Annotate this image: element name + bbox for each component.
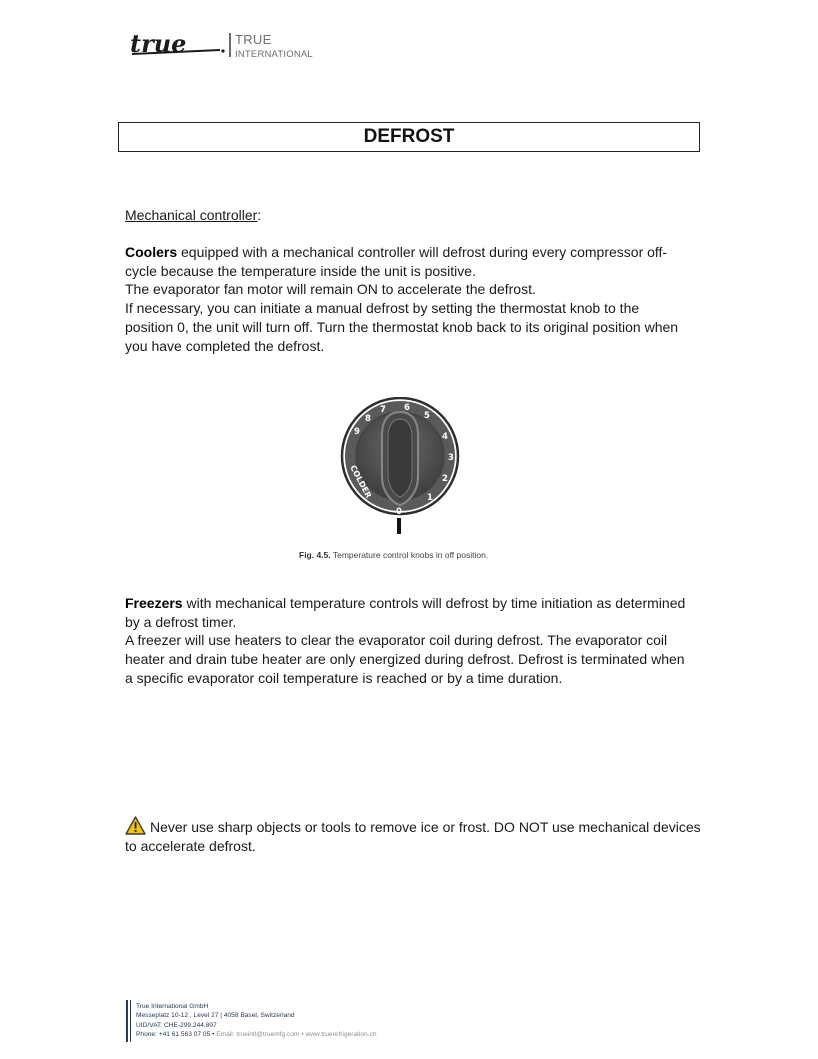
knob-mark-8: 8 (365, 414, 371, 424)
brand-divider (229, 33, 231, 57)
coolers-paragraph (125, 243, 700, 355)
footer-company: True International GmbH (136, 1003, 209, 1010)
knob-mark-7: 7 (380, 405, 386, 415)
section-heading (125, 206, 700, 225)
figure-caption-text: Temperature control knobs in off position. (330, 550, 489, 560)
footer-address-block (136, 1002, 377, 1040)
true-wordmark-logo (128, 30, 228, 60)
knob-grip-inner (388, 419, 412, 497)
freezers-line-5: a specific evaporator coil temperature is reached or by a time duration. (125, 669, 563, 686)
figure-caption-label: Fig. 4.5. (299, 550, 331, 560)
coolers-lead: Coolers (125, 244, 178, 260)
warning-triangle-icon (125, 816, 146, 835)
coolers-line-1-text: equipped with a mechanical controller will defrost during every compressor off- (177, 244, 668, 260)
page-title: DEFROST (363, 126, 455, 147)
footer-bar (126, 1000, 128, 1042)
title-box (118, 122, 700, 152)
coolers-line-5: position 0, the unit will turn off. Turn the thermostat knob back to its original position when (125, 318, 679, 335)
coolers-line-1 (125, 243, 700, 262)
freezers-lead: Freezers (125, 595, 183, 611)
footer-bar-thin (130, 1000, 131, 1042)
brand-name: TRUE (235, 32, 272, 47)
footer-phone: Phone: +41 61 563 07 05 • (136, 1031, 215, 1039)
svg-text:true: true (130, 30, 187, 58)
freezers-line-3: A freezer will use heaters to clear the evaporator coil during defrost. The evaporator coil (125, 632, 668, 649)
knob-mark-1: 1 (427, 493, 433, 503)
footer-address: Messeplatz 10-12 , Level 27 | 4058 Basel, Switzerland (136, 1012, 295, 1020)
freezers-line-1-text: with mechanical temperature controls will defrost by time initiation as determined (182, 595, 686, 611)
knob-mark-9: 9 (354, 427, 360, 437)
brand-subtitle: INTERNATIONAL (235, 49, 313, 60)
knob-pointer (397, 518, 401, 534)
warning-note (125, 816, 700, 855)
knob-mark-0: 0 (396, 507, 402, 517)
section-heading-colon: : (257, 207, 262, 223)
coolers-line-6: you have completed the defrost. (125, 337, 325, 354)
freezers-line-2: by a defrost timer. (125, 613, 237, 630)
footer (126, 1000, 426, 1042)
knob-mark-4: 4 (442, 432, 448, 442)
figure-caption (299, 550, 488, 560)
freezers-paragraph (125, 594, 700, 688)
coolers-line-4: If necessary, you can initiate a manual defrost by setting the thermostat knob to the (125, 300, 640, 317)
knob-colder-label: COLDER (348, 463, 374, 500)
freezers-line-1 (125, 594, 700, 613)
warning-line-1 (125, 816, 700, 837)
warning-line-2: to accelerate defrost. (125, 837, 256, 854)
freezers-line-4: heater and drain tube heater are only energized during defrost. Defrost is terminated when (125, 651, 685, 668)
footer-email-web: Email: trueintl@truemfg.com • www.truerefrigeration.ch (214, 1031, 377, 1039)
knob-mark-6: 6 (404, 403, 410, 413)
footer-contact-line (136, 1030, 377, 1039)
footer-vat: UID/VAT: CHE-299.244.807 (136, 1021, 217, 1029)
thermostat-knob-figure (338, 397, 462, 535)
knob-mark-5: 5 (424, 411, 430, 421)
company-logo (128, 30, 318, 64)
knob-mark-2: 2 (442, 474, 448, 484)
section-heading-text: Mechanical controller (125, 207, 258, 223)
warning-line-1-text: Never use sharp objects or tools to remove ice or frost. DO NOT use mechanical devices (150, 819, 701, 835)
knob-mark-3: 3 (448, 453, 454, 463)
coolers-line-2: cycle because the temperature inside the unit is positive. (125, 262, 476, 279)
coolers-line-3: The evaporator fan motor will remain ON to accelerate the defrost. (125, 281, 536, 298)
